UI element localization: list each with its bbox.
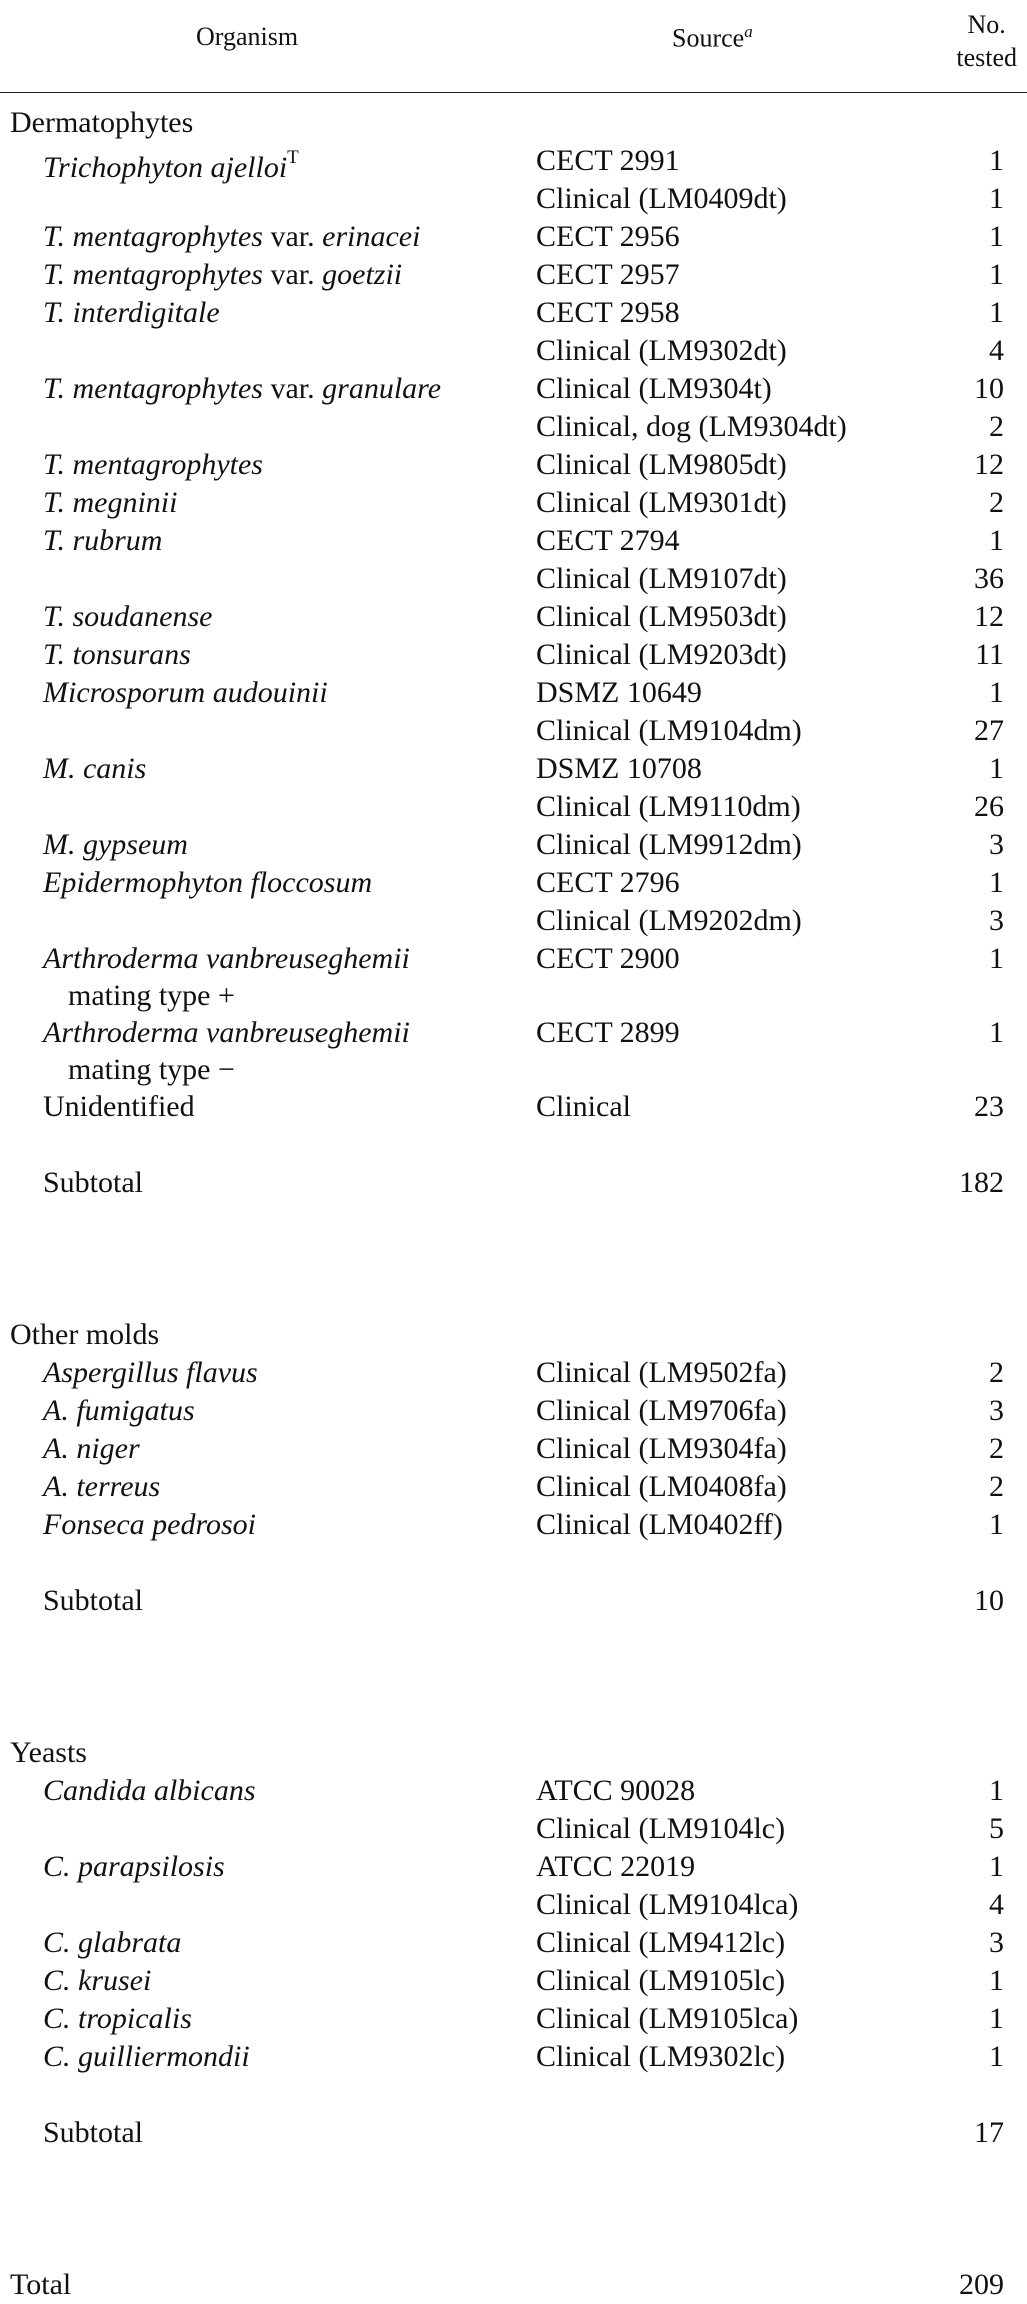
organism-cell [43,1014,410,1052]
source-cell: Clinical (LM9304t) [536,372,772,405]
organism-cell [43,1430,140,1468]
group-label: Yeasts [10,1736,87,1769]
row-spacer [0,1202,1027,1278]
source-cell: Clinical (LM9104dm) [536,714,802,747]
table-row [0,1014,1027,1052]
source-cell: Clinical (LM9104lca) [536,1888,799,1921]
count-cell: 209 [959,2268,1004,2301]
organism-name-part: T. tonsurans [43,638,191,671]
row-spacer [0,2076,1027,2114]
table-row [0,2000,1027,2038]
row-spacer [0,1544,1027,1582]
table-row [0,1962,1027,2000]
source-cell: Clinical, dog (LM9304dt) [536,410,847,443]
organism-cell [43,1354,258,1392]
organism-name-part: T. megninii [43,486,178,519]
table-row [0,826,1027,864]
organism-name-part: var. [262,372,323,405]
count-cell: 1 [989,258,1004,291]
table-row [0,1354,1027,1392]
count-cell: 1 [989,866,1004,899]
header-source-label: Source [672,23,745,53]
organism-name-part: Arthroderma vanbreuseghemii [43,942,410,975]
count-cell: 1 [989,1774,1004,1807]
table-row [0,902,1027,940]
table-row [0,1810,1027,1848]
organism-name-part: T. soudanense [43,600,213,633]
count-cell: 3 [989,1394,1004,1427]
table-row [0,674,1027,712]
total-label: Total [10,2268,72,2301]
table-row [0,978,1027,1014]
table-row [0,1772,1027,1810]
organism-cell [43,1582,143,1620]
table-row [0,712,1027,750]
header-no-tested [956,8,1017,74]
organism-name-part: T. mentagrophytes [43,220,263,253]
organism-cell [43,256,402,294]
count-cell: 182 [959,1166,1004,1199]
source-cell: Clinical [536,1090,631,1123]
table-row [0,636,1027,674]
organism-name-part: T. mentagrophytes [43,448,263,481]
source-cell: Clinical (LM0409dt) [536,182,787,215]
count-cell: 5 [989,1812,1004,1845]
organism-cell [43,1772,256,1810]
organism-name-part: C. krusei [43,1964,152,1997]
table-row [0,218,1027,256]
group-row [0,1316,1027,1354]
organism-name-part: Subtotal [43,2116,144,2149]
organism-cell [68,1052,235,1088]
organism-name-part: Fonseca pedrosoi [43,1508,257,1541]
table-row [0,370,1027,408]
organism-name-part: C. tropicalis [43,2002,192,2035]
organism-cell [43,1962,151,2000]
count-cell: 2 [989,1470,1004,1503]
organism-cell [43,2114,143,2152]
table-row [0,598,1027,636]
count-cell: 3 [989,904,1004,937]
row-spacer [0,1278,1027,1316]
count-cell: 10 [974,372,1004,405]
count-cell: 1 [989,2002,1004,2035]
table-body [0,104,1027,2304]
organism-cell [43,864,372,902]
group-row [0,1734,1027,1772]
organism-cell [43,294,220,332]
count-cell: 11 [975,638,1004,671]
count-cell: 17 [974,2116,1004,2149]
table-row [0,1886,1027,1924]
organism-name-part: A. terreus [43,1470,161,1503]
organism-cell [43,1088,195,1126]
header-no-line2: tested [956,43,1017,72]
table-row [0,1582,1027,1620]
table-row [0,1392,1027,1430]
count-cell: 1 [989,182,1004,215]
organism-cell [10,1316,159,1354]
source-cell: CECT 2956 [536,220,680,253]
count-cell: 1 [989,752,1004,785]
organism-cell [43,1848,225,1886]
count-cell: 27 [974,714,1004,747]
count-cell: 2 [989,486,1004,519]
table-row [0,1088,1027,1126]
organism-name-part: T. interdigitale [43,296,220,329]
row-spacer [0,1696,1027,1734]
source-cell: Clinical (LM9502fa) [536,1356,787,1389]
source-cell: Clinical (LM9203dt) [536,638,787,671]
count-cell: 1 [989,524,1004,557]
table-row [0,1848,1027,1886]
count-cell: 10 [974,1584,1004,1617]
source-cell: ATCC 90028 [536,1774,696,1807]
row-spacer [0,1620,1027,1696]
organism-name-part: A. fumigatus [43,1394,195,1427]
organism-name-part: T. mentagrophytes [43,258,263,291]
group-row [0,104,1027,142]
source-cell: DSMZ 10708 [536,752,702,785]
count-cell: 4 [989,1888,1004,1921]
header-source [672,22,753,54]
source-cell: CECT 2957 [536,258,680,291]
table-row [0,750,1027,788]
source-cell: CECT 2958 [536,296,680,329]
count-cell: 4 [989,334,1004,367]
table-row [0,864,1027,902]
organism-cell [43,674,328,712]
organism-cell [43,940,410,978]
source-cell: Clinical (LM9503dt) [536,600,787,633]
table-row [0,2114,1027,2152]
organism-cell [43,2000,192,2038]
organism-cell [43,750,146,788]
header-source-footnote: a [744,22,753,41]
table-row [0,1164,1027,1202]
row-spacer [0,1126,1027,1164]
organism-cell [43,484,177,522]
row-spacer [0,2152,1027,2228]
organism-cell [43,1924,181,1962]
table-row [0,332,1027,370]
table-row [0,294,1027,332]
count-cell: 36 [974,562,1004,595]
table-row [0,940,1027,978]
organism-name-part: C. glabrata [43,1926,182,1959]
count-cell: 2 [989,1432,1004,1465]
source-cell: Clinical (LM9805dt) [536,448,787,481]
total-row [0,2266,1027,2304]
organism-cell [43,1392,195,1430]
organism-name-part: goetzii [322,258,403,291]
organism-cell [10,1734,87,1772]
organism-name-part: A. niger [43,1432,140,1465]
source-cell: CECT 2899 [536,1016,680,1049]
count-cell: 1 [989,296,1004,329]
organism-name-part: Subtotal [43,1166,144,1199]
row-spacer [0,2228,1027,2266]
organism-name-part: mating type − [68,1053,235,1086]
source-cell: CECT 2900 [536,942,680,975]
table-row [0,522,1027,560]
table-row [0,142,1027,184]
organism-name-part: Candida albicans [43,1774,256,1807]
organism-name-part: M. canis [43,752,147,785]
organism-cell [10,2266,71,2304]
organism-name-part: Subtotal [43,1584,144,1617]
organism-name-part: mating type + [68,979,235,1012]
count-cell: 12 [974,600,1004,633]
organism-cell [43,636,191,674]
source-cell: DSMZ 10649 [536,676,702,709]
source-cell: Clinical (LM9110dm) [536,790,801,823]
table-row [0,180,1027,218]
organism-cell [43,1164,143,1202]
table-row [0,256,1027,294]
organism-name-part: granulare [322,372,442,405]
source-cell: Clinical (LM9302lc) [536,2040,786,2073]
organism-name-part: Microsporum audouinii [43,676,328,709]
organism-name-part: var. [262,220,323,253]
table-row [0,1468,1027,1506]
organism-cell [43,446,263,484]
count-cell: 1 [989,1964,1004,1997]
count-cell: 2 [989,410,1004,443]
source-cell: ATCC 22019 [536,1850,696,1883]
organism-name-part: erinacei [322,220,421,253]
organism-name-part: var. [262,258,323,291]
organism-cell [43,1506,256,1544]
count-cell: 23 [974,1090,1004,1123]
count-cell: 1 [989,2040,1004,2073]
count-cell: 1 [989,1850,1004,1883]
source-cell: Clinical (LM9304fa) [536,1432,787,1465]
organism-cell [43,598,212,636]
organism-cell [10,104,193,142]
count-cell: 1 [989,942,1004,975]
table-row [0,446,1027,484]
organism-name-part: Trichophyton ajelloi [43,151,288,184]
organism-name-part: M. gypseum [43,828,188,861]
source-cell: Clinical (LM9105lc) [536,1964,786,1997]
group-label: Dermatophytes [10,106,194,139]
table-row [0,788,1027,826]
table-row [0,1506,1027,1544]
organism-cell [68,978,235,1014]
organism-cell [43,1468,160,1506]
table-row [0,560,1027,598]
table-row [0,484,1027,522]
count-cell: 12 [974,448,1004,481]
source-cell: Clinical (LM0408fa) [536,1470,787,1503]
source-cell: Clinical (LM9104lc) [536,1812,786,1845]
count-cell: 1 [989,220,1004,253]
organism-name-part: T. rubrum [43,524,163,557]
table-row [0,1052,1027,1088]
source-cell: CECT 2794 [536,524,680,557]
count-cell: 3 [989,1926,1004,1959]
organism-cell [43,826,188,864]
table-row [0,1924,1027,1962]
organism-name-part: C. guilliermondii [43,2040,250,2073]
count-cell: 2 [989,1356,1004,1389]
source-cell: Clinical (LM9202dm) [536,904,802,937]
table-row [0,2038,1027,2076]
source-cell: Clinical (LM9107dt) [536,562,787,595]
organism-cell [43,370,441,408]
source-cell: Clinical (LM9302dt) [536,334,787,367]
organism-cell [43,522,162,560]
count-cell: 26 [974,790,1004,823]
source-cell: CECT 2796 [536,866,680,899]
source-cell: Clinical (LM9706fa) [536,1394,787,1427]
organism-name-part: Unidentified [43,1090,195,1123]
organism-cell [43,2038,250,2076]
organism-name-part: Epidermophyton floccosum [43,866,373,899]
table-row [0,1430,1027,1468]
count-cell: 1 [989,1016,1004,1049]
count-cell: 1 [989,144,1004,177]
count-cell: 1 [989,676,1004,709]
count-cell: 3 [989,828,1004,861]
header-no-line1: No. [967,10,1006,39]
organism-name-part: T. mentagrophytes [43,372,263,405]
organism-name-part: Arthroderma vanbreuseghemii [43,1016,410,1049]
table-row [0,408,1027,446]
header-organism-label: Organism [196,22,299,51]
source-cell: Clinical (LM9301dt) [536,486,787,519]
source-cell: Clinical (LM0402ff) [536,1508,783,1541]
source-cell: Clinical (LM9105lca) [536,2002,799,2035]
table-header [0,0,1027,93]
organism-cell [43,218,420,256]
organism-name-part: Aspergillus flavus [43,1356,258,1389]
group-label: Other molds [10,1318,160,1351]
type-strain-mark: T [287,147,299,168]
source-cell: Clinical (LM9912dm) [536,828,802,861]
organism-name-part: C. parapsilosis [43,1850,225,1883]
header-organism [196,22,298,52]
source-cell: CECT 2991 [536,144,680,177]
count-cell: 1 [989,1508,1004,1541]
source-cell: Clinical (LM9412lc) [536,1926,786,1959]
